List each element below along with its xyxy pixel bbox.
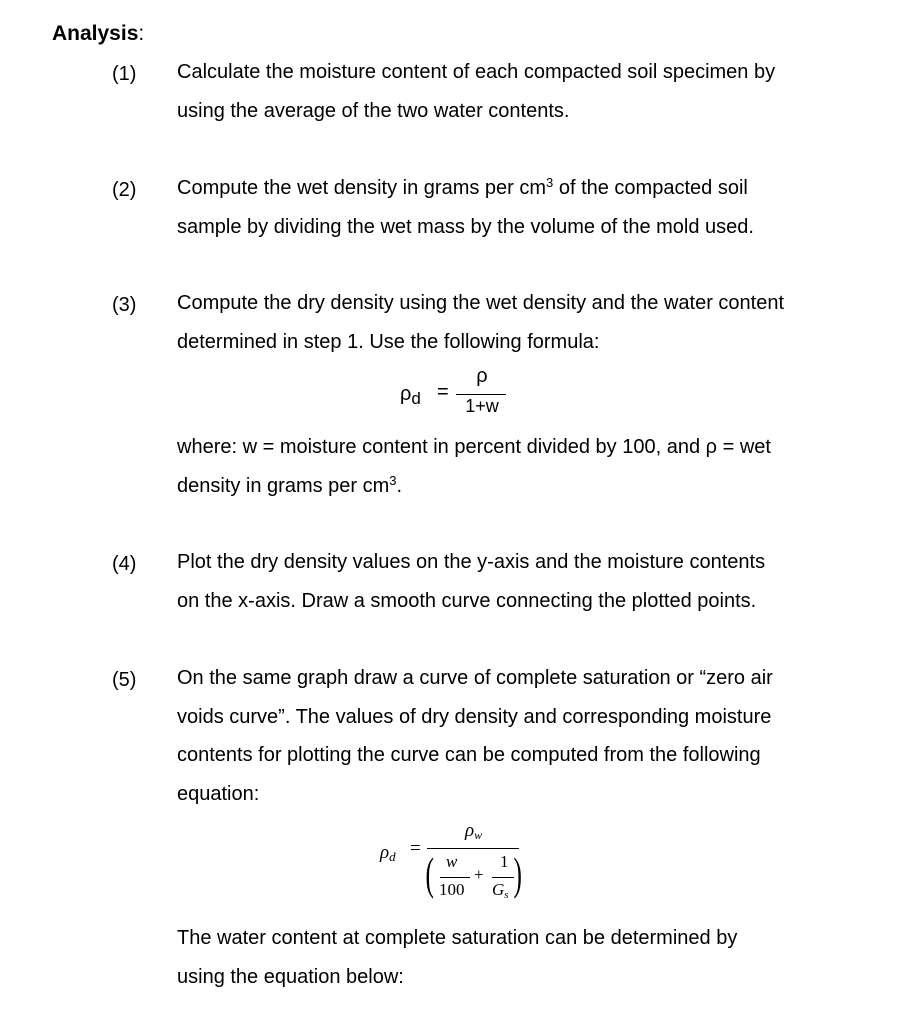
step-5-text: On the same graph draw a curve of complete saturation or “zero air voids curve”. The values of dry density and corresponding moisture contents for plotting the curve can be computed from the following equation: [177,667,773,805]
fraction-bar [492,877,514,878]
section-heading: Analysis: [52,22,145,45]
step-number: (1) [112,63,137,85]
step-number: (3) [112,294,137,316]
step-3-where-text: where: w = moisture content in percent divided by 100, and ρ = wet density in grams per $cm^3$. [177,436,771,497]
dry-density-formula: $\rho_d$ = ρ 1+w [400,365,530,425]
step-4-text: Plot the dry density values on the y-axis and the moisture contents on the x-axis. Draw a smooth curve connecting the plotted points. [177,551,766,612]
zero-air-voids-formula: $\rho_d$ = $\rho_w$ ( w 100 + 1 $G_s$ ) [380,820,522,901]
step-2-text: Compute the wet density in grams per $cm^3$ of the compacted soil sample by dividing the wet mass by the volume of the mold used. [177,175,754,238]
step-number: (5) [112,669,137,691]
step-1-text: Calculate the moisture content of each compacted soil specimen by using the average of the two water contents. [177,61,776,122]
fraction-bar [427,848,519,849]
fraction-bar [440,877,470,878]
step-3-text: Compute the dry density using the wet density and the water content determined in step 1. Use the following formula: [177,292,785,353]
step-5-after-text: The water content at complete saturation can be determined by using the equation below: [177,927,738,988]
step-number: (4) [112,553,137,575]
step-number: (2) [112,179,137,201]
fraction-bar [456,394,506,395]
